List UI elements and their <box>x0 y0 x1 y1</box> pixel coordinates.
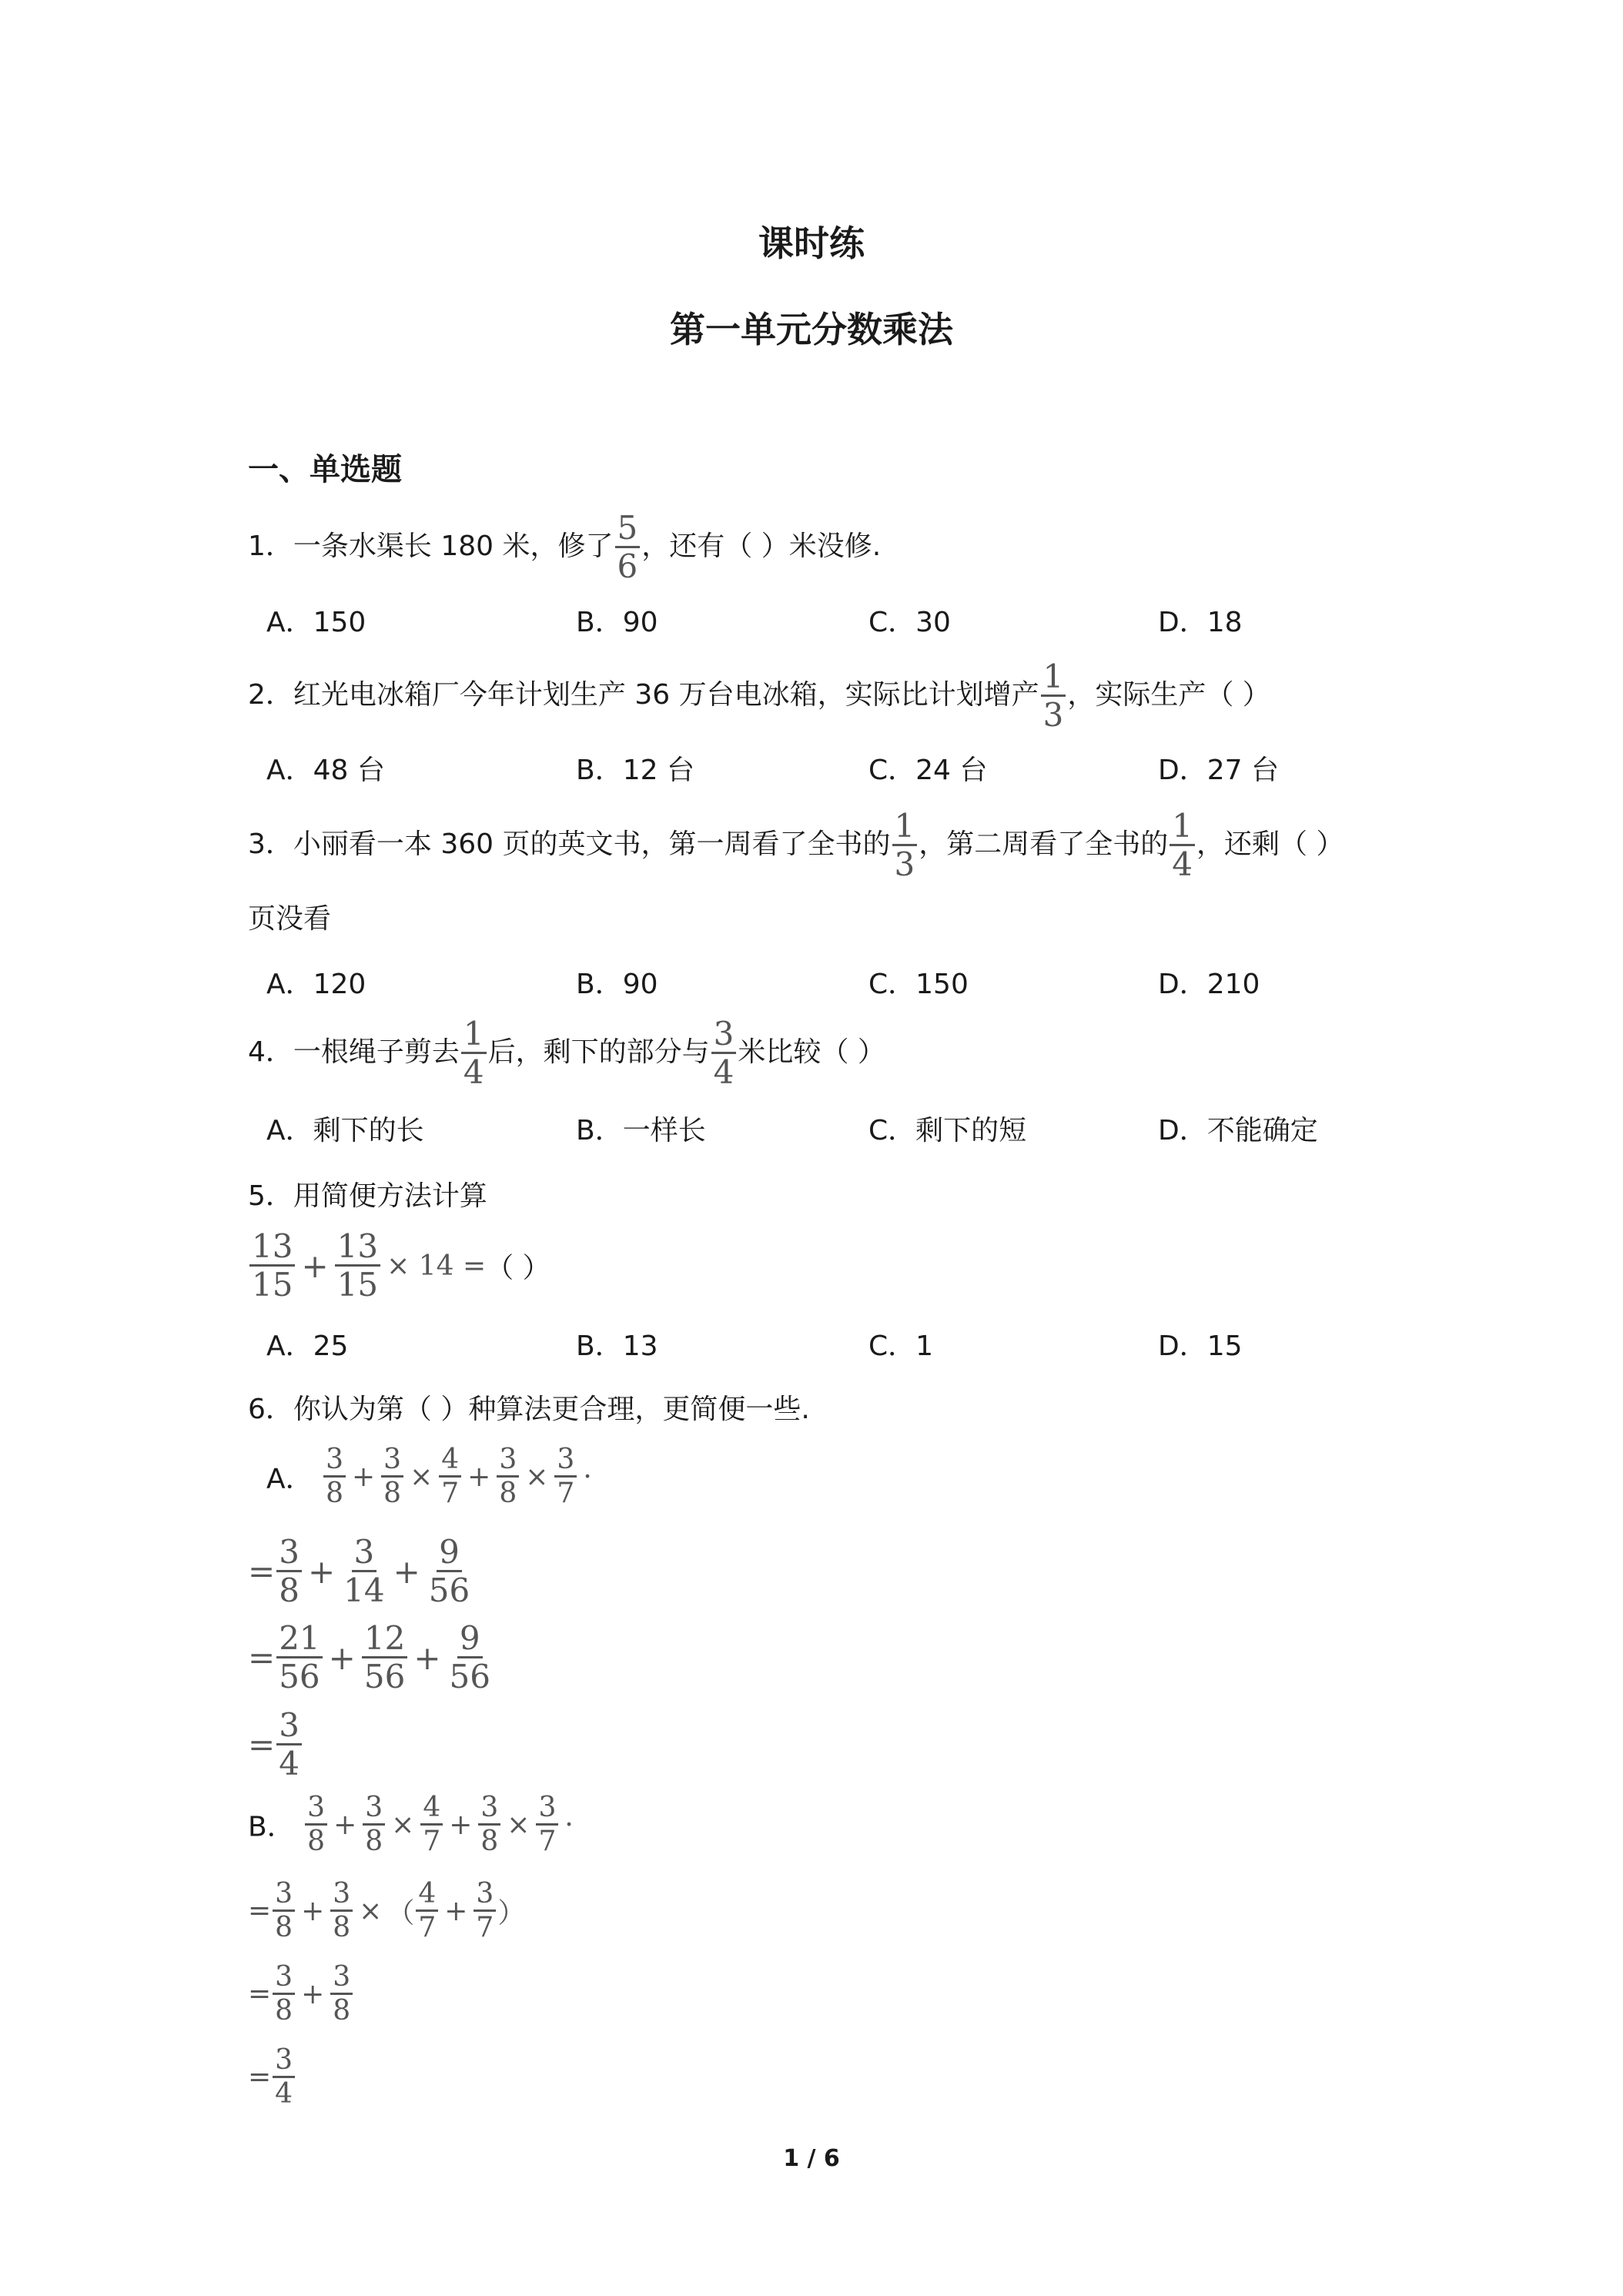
q6-a-step1: = $\frac{3}{8}$ + $\frac{3}{14}$ + $\frac{9}{56}$ <box>248 1533 470 1609</box>
q5-option-b[interactable]: B．13 <box>576 1330 658 1362</box>
fraction: $\frac{5}{6}$ <box>615 512 641 583</box>
q1-option-c[interactable]: C．30 <box>868 607 951 638</box>
question-2: 2．红光电冰箱厂今年计划生产 36 万台电冰箱，实际比计划增产 $\frac{1}{3}$ ，实际生产（ ） <box>248 658 1270 734</box>
fraction: $\frac{13}{15}$ <box>335 1230 380 1301</box>
question-4: 4．一根绳子剪去 $\frac{1}{4}$ 后，剩下的部分与 $\frac{3}{4}$ 米比较（ ） <box>248 1015 885 1091</box>
fraction: $\frac{1}{3}$ <box>892 810 918 881</box>
q6-option-b[interactable]: B． $\frac{3}{8}$ + $\frac{3}{8}$ × $\frac{4}{7}$ + $\frac{3}{8}$ × $\frac{3}{7}$ · <box>248 1792 574 1857</box>
q4-option-d[interactable]: D．不能确定 <box>1158 1115 1318 1146</box>
q2-option-c[interactable]: C．24 台 <box>868 755 988 786</box>
fraction: $\frac{3}{4}$ <box>711 1018 737 1089</box>
q5-option-c[interactable]: C．1 <box>868 1330 934 1362</box>
q6-b-step2: = $\frac{3}{8}$ + $\frac{3}{8}$ <box>248 1963 354 2025</box>
doc-title: 课时练 <box>758 223 865 264</box>
q2-option-a[interactable]: A．48 台 <box>266 755 385 786</box>
q6-option-a[interactable]: A． $\frac{3}{8}$ + $\frac{3}{8}$ × $\frac{4}{7}$ + $\frac{3}{8}$ × $\frac{3}{7}$ · <box>266 1444 592 1509</box>
question-3: 3．小丽看一本 360 页的英文书，第一周看了全书的 $\frac{1}{3}$ ，第二周看了全书的 $\frac{1}{4}$ ，还剩（ ） <box>248 807 1344 883</box>
q4-option-a[interactable]: A．剩下的长 <box>266 1115 424 1146</box>
section-heading: 一、单选题 <box>248 452 402 487</box>
question-3-line2: 页没看 <box>248 903 332 935</box>
fraction: $\frac{1}{3}$ <box>1041 661 1066 731</box>
question-5-expression: $\frac{13}{15}$ + $\frac{13}{15}$ × 14 =（ ） <box>248 1230 550 1301</box>
q6-b-result: = $\frac{3}{4}$ <box>248 2047 296 2108</box>
q1-option-a[interactable]: A．150 <box>266 607 366 638</box>
page-number: 1 / 6 <box>783 2145 840 2172</box>
q2-option-b[interactable]: B．12 台 <box>576 755 694 786</box>
q3-option-b[interactable]: B．90 <box>576 969 658 1000</box>
q6-b-step1: = $\frac{3}{8}$ + $\frac{3}{8}$ × （ $\frac{4}{7}$ + $\frac{3}{7}$ ） <box>248 1878 526 1943</box>
question-6: 6．你认为第（ ）种算法更合理，更简便一些. <box>248 1394 810 1425</box>
q3-option-a[interactable]: A．120 <box>266 969 366 1000</box>
q2-option-d[interactable]: D．27 台 <box>1158 755 1279 786</box>
q5-option-a[interactable]: A．25 <box>266 1330 349 1362</box>
q1-option-b[interactable]: B．90 <box>576 607 658 638</box>
q4-option-b[interactable]: B．一样长 <box>576 1115 706 1146</box>
q4-option-c[interactable]: C．剩下的短 <box>868 1115 1027 1146</box>
q5-option-d[interactable]: D．15 <box>1158 1330 1243 1362</box>
q6-a-step2: = $\frac{21}{56}$ + $\frac{12}{56}$ + $\frac{9}{56}$ <box>248 1619 490 1695</box>
question-1: 1．一条水渠长 180 米，修了 $\frac{5}{6}$ ，还有（ ）米没修. <box>248 509 882 585</box>
fraction: $\frac{1}{4}$ <box>1170 810 1195 881</box>
question-5: 5．用简便方法计算 <box>248 1180 487 1212</box>
q1-option-d[interactable]: D．18 <box>1158 607 1243 638</box>
q6-a-result: = $\frac{3}{4}$ <box>248 1709 303 1780</box>
doc-subtitle: 第一单元分数乘法 <box>670 309 953 350</box>
q3-option-c[interactable]: C．150 <box>868 969 969 1000</box>
fraction: $\frac{1}{4}$ <box>461 1018 487 1089</box>
q3-option-d[interactable]: D．210 <box>1158 969 1260 1000</box>
fraction: $\frac{13}{15}$ <box>249 1230 295 1301</box>
